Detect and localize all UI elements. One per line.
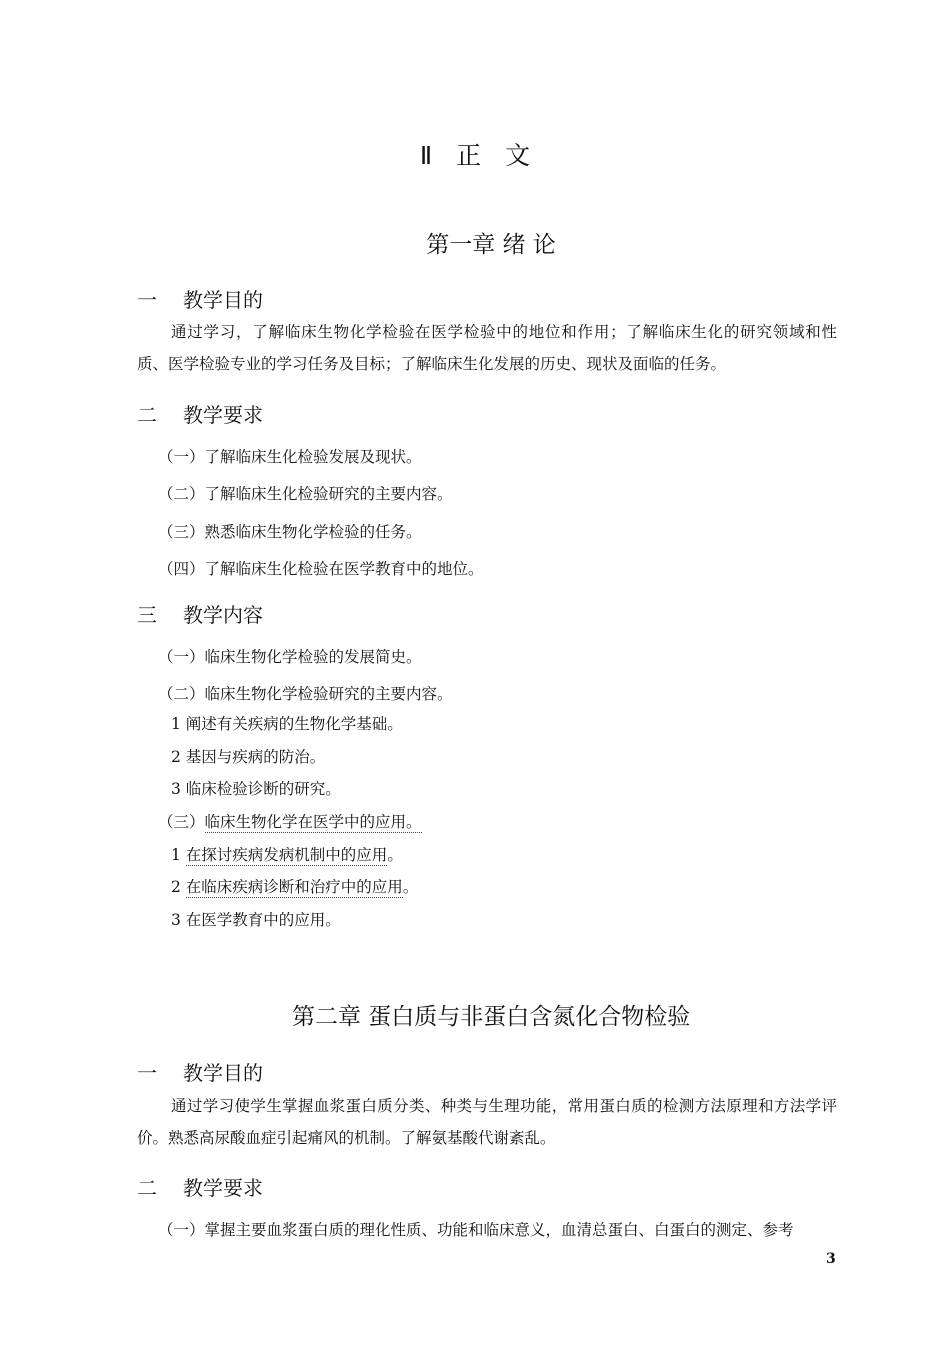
chapter1-objective-text: 通过学习，了解临床生物化学检验在医学检验中的地位和作用；了解临床生化的研究领域和性质、医学检验专业的学习任务及目标；了解临床生化发展的历史、现状及面临的任务。 — [137, 323, 837, 373]
section-number: 一 — [137, 1061, 157, 1085]
section-number: 一 — [137, 288, 157, 312]
section-number: 二 — [137, 403, 157, 427]
sub-item: 3 临床检验诊断的研究。 — [171, 780, 341, 798]
sub-item — [171, 875, 418, 897]
sub-item-end: 。 — [387, 846, 403, 864]
section-label: 教学要求 — [183, 403, 263, 427]
sub-item-text: 在探讨疾病发病机制中的应用 — [185, 846, 388, 864]
section-number: 三 — [137, 603, 157, 627]
list-item: （一）掌握主要血浆蛋白质的理化性质、功能和临床意义，血清总蛋白、白蛋白的测定、参考 — [158, 1221, 794, 1239]
sub-item-end: 。 — [402, 878, 419, 896]
section-number: 二 — [137, 1176, 157, 1200]
sub-item: 1 阐述有关疾病的生物化学基础。 — [171, 715, 403, 733]
part-numeral: Ⅱ — [419, 141, 435, 170]
list-item: （二）了解临床生化检验研究的主要内容。 — [158, 485, 453, 503]
list-item: （一）了解临床生化检验发展及现状。 — [158, 448, 422, 466]
sub-item-text: 在医学教育中的应用。 — [185, 911, 341, 929]
part-title — [0, 136, 952, 172]
section-label: 教学要求 — [183, 1176, 263, 1200]
item-prefix: （三） — [158, 813, 205, 831]
chapter1-requirements-heading — [137, 399, 263, 428]
chapter1-content-heading — [137, 599, 263, 628]
sub-item: 2 基因与疾病的防治。 — [171, 748, 326, 766]
chapter1-title: 第一章 绪 论 — [426, 232, 556, 258]
list-item: （四）了解临床生化检验在医学教育中的地位。 — [158, 560, 484, 578]
chapter2-objective-text: 通过学习使学生掌握血浆蛋白质分类、种类与生理功能，常用蛋白质的检测方法原理和方法学评价。熟悉高尿酸血症引起痛风的机制。了解氨基酸代谢紊乱。 — [137, 1097, 837, 1147]
part-title-word: 正 — [456, 141, 484, 170]
part-title-word: 文 — [505, 141, 533, 170]
chapter2-requirements-heading — [137, 1172, 263, 1201]
section-label: 教学目的 — [183, 288, 263, 312]
sub-item-number: 3 — [171, 911, 186, 929]
sub-item-text: 在临床疾病诊断和治疗中的应用 — [185, 878, 403, 896]
section-label: 教学内容 — [183, 603, 263, 627]
list-item: （一）临床生物化学检验的发展简史。 — [158, 648, 422, 666]
chapter2-objective-heading — [137, 1057, 263, 1086]
chapter2-title: 第二章 蛋白质与非蛋白含氮化合物检验 — [292, 1004, 691, 1030]
chapter1-objective-heading — [137, 284, 263, 313]
sub-item-number: 2 — [171, 878, 186, 896]
section-label: 教学目的 — [183, 1061, 263, 1085]
page-number: 3 — [826, 1251, 836, 1267]
list-item — [158, 810, 422, 832]
item-text: 临床生物化学在医学中的应用。 — [204, 813, 422, 831]
sub-item-number: 1 — [171, 846, 186, 864]
sub-item — [171, 843, 403, 865]
sub-item — [171, 908, 341, 930]
list-item: （三）熟悉临床生物化学检验的任务。 — [158, 523, 422, 541]
list-item: （二）临床生物化学检验研究的主要内容。 — [158, 685, 453, 703]
